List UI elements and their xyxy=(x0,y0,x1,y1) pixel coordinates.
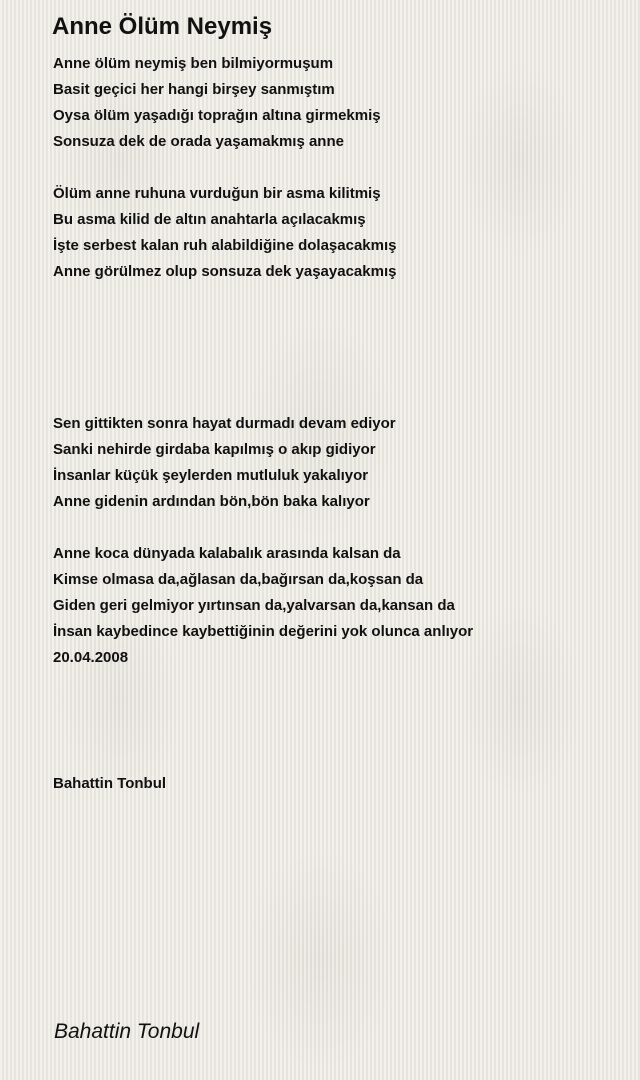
poem-line: Kimse olmasa da,ağlasan da,bağırsan da,koşsan da xyxy=(53,571,424,588)
poem-date: 20.04.2008 xyxy=(53,649,129,666)
poem-line: Bu asma kilid de altın anahtarla açılacakmış xyxy=(53,211,366,228)
poem-line: İşte serbest kalan ruh alabildiğine dolaşacakmış xyxy=(53,237,397,254)
poem-line: Sonsuza dek de orada yaşamakmış anne xyxy=(53,133,344,150)
poem-line: Sen gittikten sonra hayat durmadı devam ediyor xyxy=(53,415,396,432)
poem-line: Anne görülmez olup sonsuza dek yaşayacakmış xyxy=(53,263,397,280)
poem-line: Ölüm anne ruhuna vurduğun bir asma kilitmiş xyxy=(53,185,381,202)
poem-line: Sanki nehirde girdaba kapılmış o akıp gidiyor xyxy=(53,441,376,458)
author-signature: Bahattin Tonbul xyxy=(54,1020,200,1043)
stanza-2 xyxy=(53,181,396,285)
stanza-4 xyxy=(53,541,473,671)
poem-title: Anne Ölüm Neymiş xyxy=(52,13,273,40)
poem-line: Giden geri gelmiyor yırtınsan da,yalvarsan da,kansan da xyxy=(53,597,455,614)
poem-author: Bahattin Tonbul xyxy=(53,775,167,792)
poem-line: Basit geçici her hangi birşey sanmıştım xyxy=(53,81,335,98)
poem-line: Anne gidenin ardından bön,bön baka kalıyor xyxy=(53,493,370,510)
poem-line: Anne ölüm neymiş ben bilmiyormuşum xyxy=(53,55,334,72)
stanza-1 xyxy=(53,51,381,155)
poem-line: Anne koca dünyada kalabalık arasında kalsan da xyxy=(53,545,401,562)
poem-line: İnsanlar küçük şeylerden mutluluk yakalıyor xyxy=(53,467,369,484)
stanza-3 xyxy=(53,411,396,515)
poem-line: İnsan kaybedince kaybettiğinin değerini yok olunca anlıyor xyxy=(53,623,474,640)
poem-line: Oysa ölüm yaşadığı toprağın altına girmekmiş xyxy=(53,107,381,124)
